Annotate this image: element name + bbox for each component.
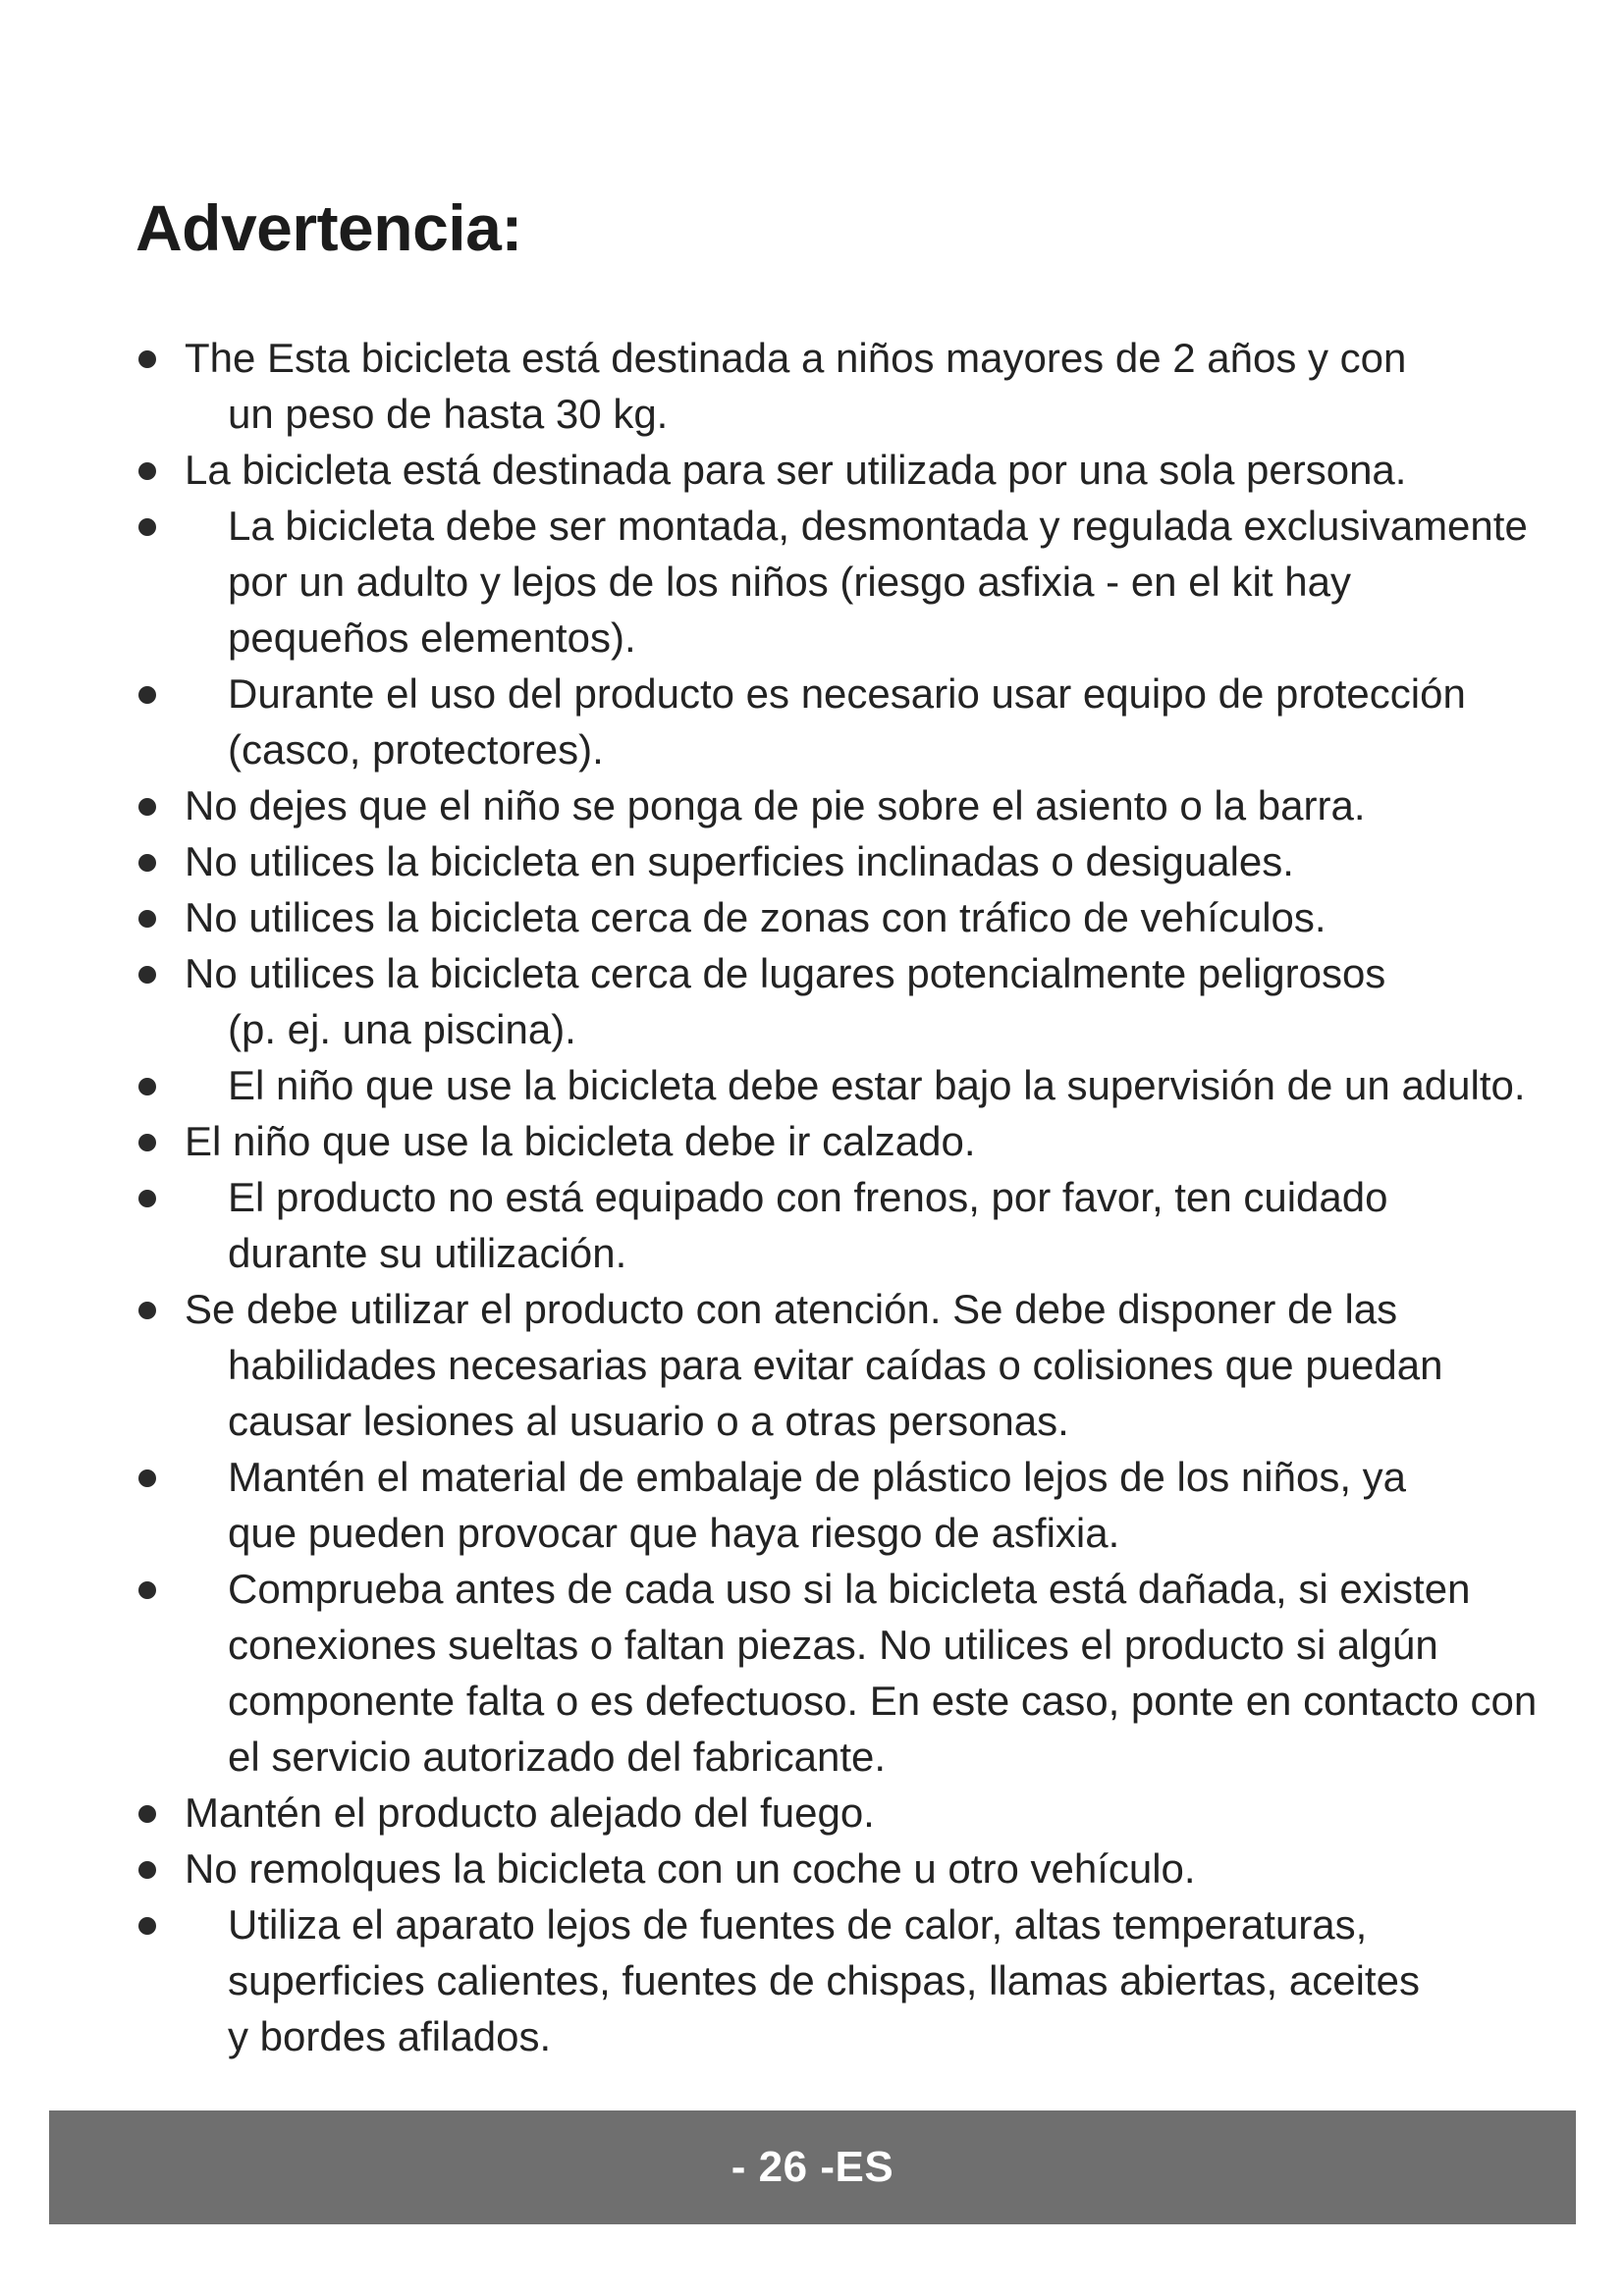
warning-item	[135, 1785, 1589, 1841]
warning-item	[135, 1169, 1589, 1281]
warning-text-line: habilidades necesarias para evitar caídas o colisiones que puedan	[228, 1342, 1443, 1388]
warning-text-line: pequeños elementos).	[228, 614, 636, 661]
warning-item	[135, 1841, 1589, 1896]
warning-text-line: No remolques la bicicleta con un coche u otro vehículo.	[185, 1845, 1196, 1892]
warning-text-line: No utilices la bicicleta cerca de zonas con tráfico de vehículos.	[185, 894, 1326, 940]
warning-item	[135, 1281, 1589, 1449]
warning-item	[135, 1896, 1589, 2064]
footer-bar	[49, 2110, 1576, 2224]
bullet-icon	[138, 1302, 156, 1319]
bullet-icon	[138, 1469, 156, 1487]
bullet-icon	[138, 1190, 156, 1207]
warning-item	[135, 498, 1589, 666]
warning-text-line: Mantén el material de embalaje de plástico lejos de los niños, ya	[228, 1454, 1407, 1500]
warning-text-line: y bordes afilados.	[228, 2013, 552, 2059]
warning-text-line: Utiliza el aparato lejos de fuentes de calor, altas temperaturas,	[228, 1901, 1368, 1948]
warning-text-line: La bicicleta debe ser montada, desmontada y regulada exclusivamente	[228, 503, 1528, 549]
warning-text-line: superficies calientes, fuentes de chispas, llamas abiertas, aceites	[228, 1957, 1420, 2003]
warning-text-line: que pueden provocar que haya riesgo de asfixia.	[228, 1510, 1120, 1556]
warning-text-line: No utilices la bicicleta en superficies inclinadas o desiguales.	[185, 838, 1294, 884]
bullet-icon	[138, 462, 156, 480]
warning-item	[135, 666, 1589, 777]
warning-text-line: causar lesiones al usuario o a otras personas.	[228, 1398, 1069, 1444]
warning-item	[135, 1113, 1589, 1169]
bullet-icon	[138, 854, 156, 872]
warning-item	[135, 442, 1589, 498]
bullet-icon	[138, 798, 156, 816]
bullet-icon	[138, 910, 156, 928]
warning-text-line: El niño que use la bicicleta debe estar bajo la supervisión de un adulto.	[228, 1062, 1526, 1108]
warning-text-line: The Esta bicicleta está destinada a niños mayores de 2 años y con	[185, 335, 1407, 381]
warning-text-line: El niño que use la bicicleta debe ir calzado.	[185, 1118, 976, 1164]
warning-text-line: El producto no está equipado con frenos, por favor, ten cuidado	[228, 1174, 1388, 1220]
warning-text-line: (casco, protectores).	[228, 726, 604, 773]
warning-text-line: No dejes que el niño se ponga de pie sobre el asiento o la barra.	[185, 782, 1366, 828]
bullet-icon	[138, 518, 156, 536]
warning-text-line: conexiones sueltas o faltan piezas. No utilices el producto si algún	[228, 1622, 1438, 1668]
warning-text-line: Se debe utilizar el producto con atención. Se debe disponer de las	[185, 1286, 1398, 1332]
bullet-icon	[138, 686, 156, 704]
warning-item	[135, 889, 1589, 945]
warning-text-line: durante su utilización.	[228, 1230, 627, 1276]
bullet-icon	[138, 1078, 156, 1095]
bullet-icon	[138, 1917, 156, 1935]
warning-text-line: La bicicleta está destinada para ser utilizada por una sola persona.	[185, 447, 1407, 493]
warning-item	[135, 777, 1589, 833]
warning-text-line: el servicio autorizado del fabricante.	[228, 1734, 887, 1780]
warning-text-line: Durante el uso del producto es necesario usar equipo de protección	[228, 670, 1466, 717]
bullet-icon	[138, 1861, 156, 1879]
warning-item	[135, 1057, 1589, 1113]
warning-text-line: un peso de hasta 30 kg.	[228, 391, 669, 437]
warning-text-line: por un adulto y lejos de los niños (riesgo asfixia - en el kit hay	[228, 559, 1351, 605]
warning-item	[135, 1449, 1589, 1561]
warning-item	[135, 833, 1589, 889]
warning-text-line: (p. ej. una piscina).	[228, 1006, 576, 1052]
warning-item	[135, 330, 1589, 442]
warning-item	[135, 1561, 1589, 1785]
bullet-icon	[138, 350, 156, 368]
warning-text-line: Comprueba antes de cada uso si la bicicleta está dañada, si existen	[228, 1566, 1471, 1612]
warning-item	[135, 945, 1589, 1057]
page-title: Advertencia:	[135, 191, 522, 264]
warning-text-line: Mantén el producto alejado del fuego.	[185, 1789, 875, 1836]
bullet-icon	[138, 1581, 156, 1599]
warning-text-line: No utilices la bicicleta cerca de lugares potencialmente peligrosos	[185, 950, 1386, 996]
bullet-icon	[138, 1805, 156, 1823]
page-number: - 26 -ES	[731, 2143, 894, 2191]
warning-list	[135, 330, 1589, 2064]
bullet-icon	[138, 966, 156, 984]
bullet-icon	[138, 1134, 156, 1151]
warning-text-line: componente falta o es defectuoso. En este caso, ponte en contacto con	[228, 1678, 1538, 1724]
